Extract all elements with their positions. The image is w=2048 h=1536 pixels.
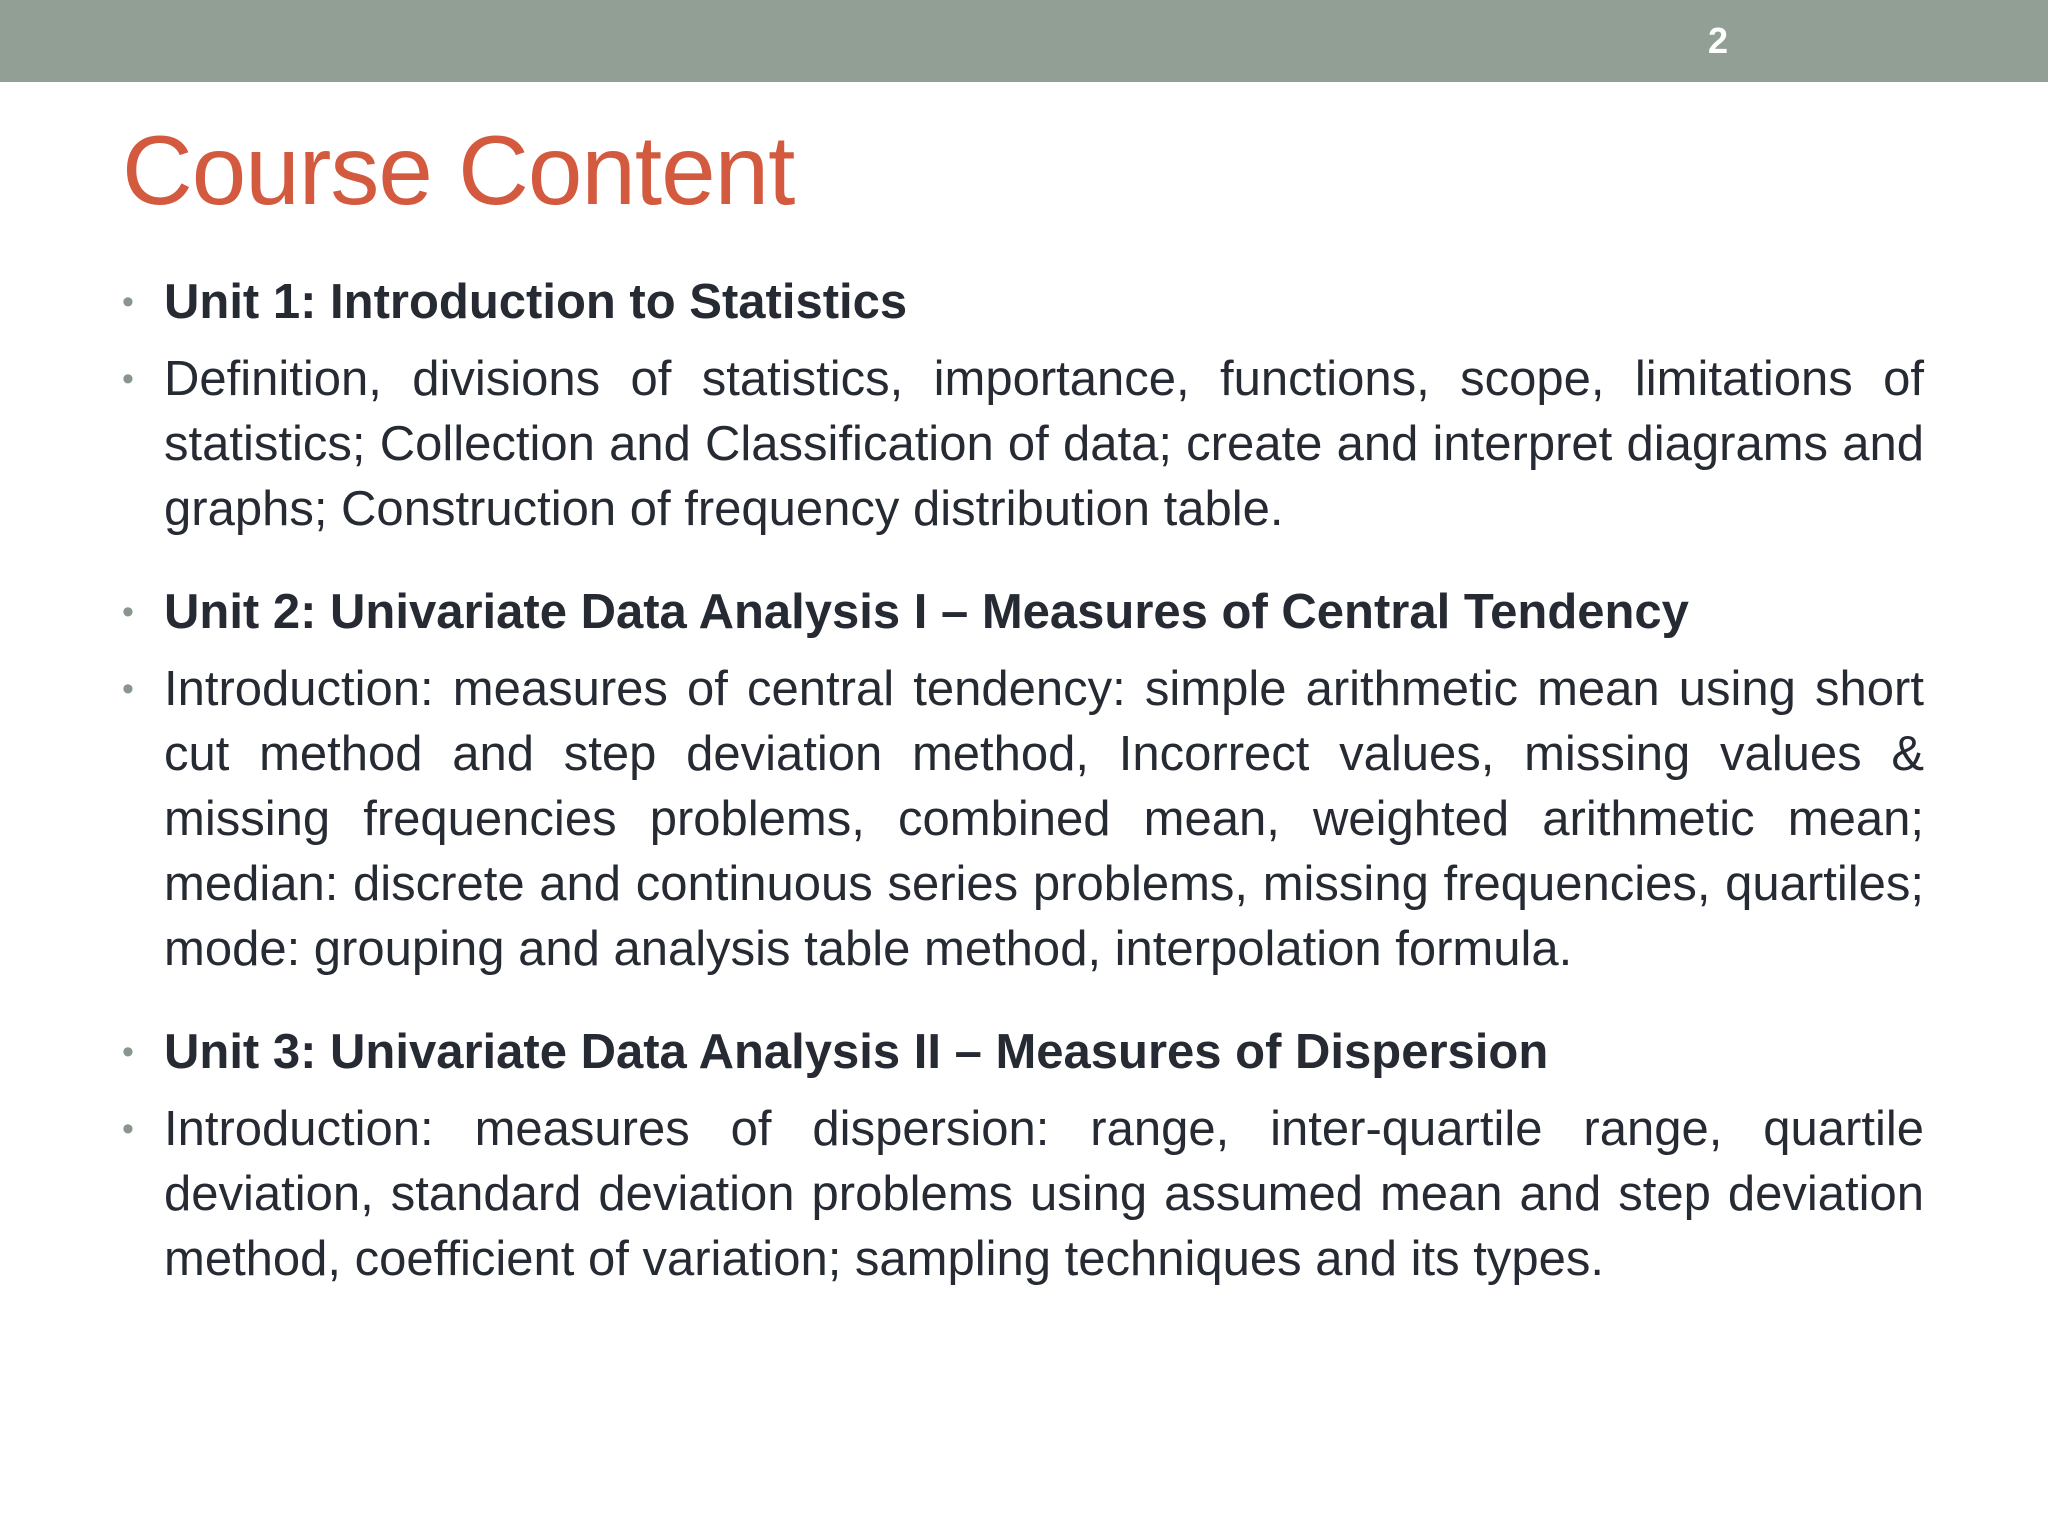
bullet-dot-icon: • bbox=[122, 360, 134, 398]
bullet-text: Definition, divisions of statistics, importance, functions, scope, limitations of statistics; Collection and Classification of data; create and interpret diagrams and graphs; Construction of frequency distribution table. bbox=[164, 352, 1924, 536]
bullet-text: Introduction: measures of dispersion: range, inter-quartile range, quartile deviation, standard deviation problems using assumed mean and step deviation method, coefficient of variation; sampling techniques and its types. bbox=[164, 1102, 1924, 1286]
bullet-text: Unit 1: Introduction to Statistics bbox=[164, 275, 908, 329]
bullet-text: Unit 3: Univariate Data Analysis II – Measures of Dispersion bbox=[164, 1025, 1549, 1079]
bullet-unit-2-heading bbox=[122, 580, 1924, 645]
bullet-unit-3-heading bbox=[122, 1020, 1924, 1085]
bullet-text: Introduction: measures of central tendency: simple arithmetic mean using short cut method and step deviation method, Incorrect values, missing values & missing frequencies problems, combined mean, weighted arithmetic mean; median: discrete and continuous series problems, missing frequencies, quartiles; mode: grouping and analysis table method, interpolation formula. bbox=[164, 662, 1924, 976]
bullet-dot-icon: • bbox=[122, 593, 134, 631]
top-bar bbox=[0, 0, 2048, 82]
bullet-dot-icon: • bbox=[122, 1033, 134, 1071]
bullet-unit-2-description bbox=[122, 657, 1924, 982]
slide-number: 2 bbox=[1707, 20, 1728, 61]
bullet-dot-icon: • bbox=[122, 1110, 134, 1148]
bullet-dot-icon: • bbox=[122, 670, 134, 708]
bullet-list bbox=[122, 270, 1924, 1292]
bullet-unit-1-heading bbox=[122, 270, 1924, 335]
bullet-dot-icon: • bbox=[122, 283, 134, 321]
bullet-unit-3-description bbox=[122, 1097, 1924, 1292]
bullet-unit-1-description bbox=[122, 347, 1924, 542]
bullet-text: Unit 2: Univariate Data Analysis I – Measures of Central Tendency bbox=[164, 585, 1689, 639]
slide-title: Course Content bbox=[122, 115, 795, 225]
